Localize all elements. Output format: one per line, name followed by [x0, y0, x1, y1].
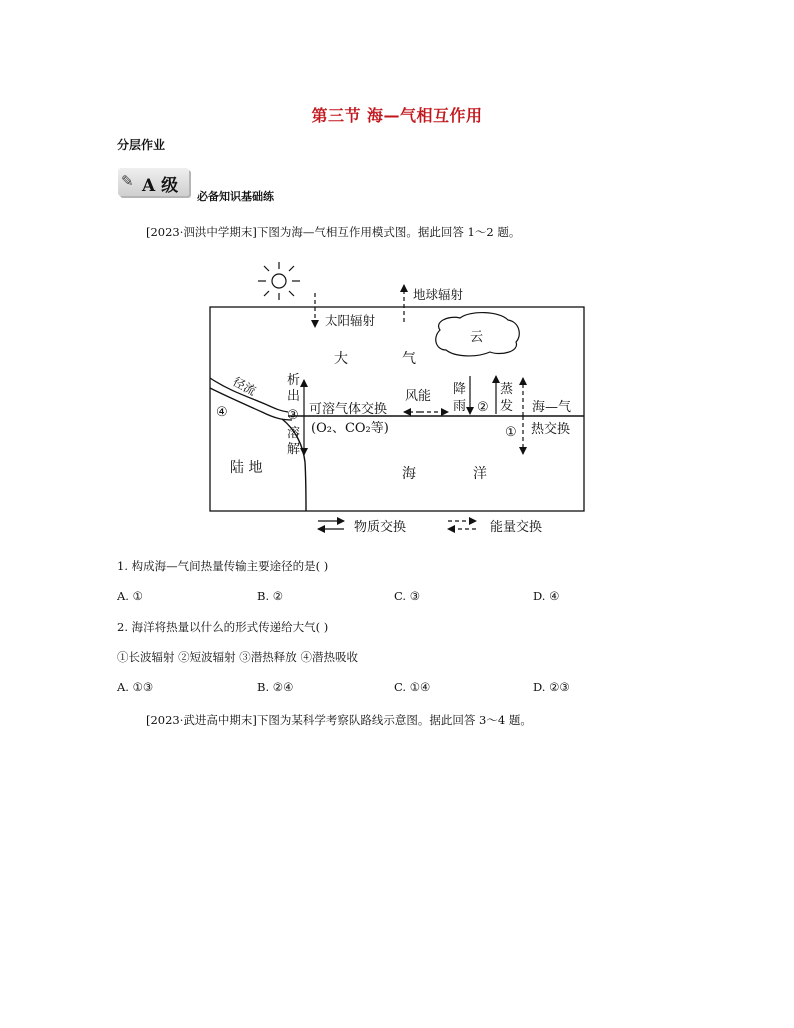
legend-material-symbol	[318, 521, 344, 529]
question-2-stem: 2. 海洋将热量以什么的形式传递给大气( )	[117, 620, 329, 634]
runoff-label: 径流	[230, 374, 259, 399]
release-label-2: 出	[287, 389, 301, 404]
land-label: 陆 地	[230, 460, 263, 476]
level-badge-label: A 级	[142, 176, 179, 196]
precipitation-label-1: 降	[453, 382, 467, 397]
atmosphere-label-2: 气	[402, 351, 416, 367]
circle-2-label: ②	[477, 400, 489, 415]
diagram-frame	[210, 307, 584, 511]
gas-exchange-label: 可溶气体交换	[309, 402, 388, 417]
question-2-choices: ①长波辐射 ②短波辐射 ③潜热释放 ④潜热吸收	[117, 650, 358, 664]
solar-radiation-label: 太阳辐射	[325, 313, 376, 328]
atmosphere-label-1: 大	[334, 351, 348, 367]
question-2-option-d: D. ②③	[533, 680, 570, 694]
sun-icon	[258, 262, 300, 300]
legend-material-label: 物质交换	[354, 520, 407, 535]
circle-4-label: ④	[216, 405, 228, 420]
ocean-label-1: 海	[402, 466, 416, 482]
page-title: 第三节 海—气相互作用	[311, 106, 483, 125]
heat-exchange-label: 热交换	[531, 422, 571, 437]
question-1-stem: 1. 构成海—气间热量传输主要途径的是( )	[117, 559, 329, 573]
question-1-option-c: C. ③	[394, 589, 421, 603]
cloud-label: 云	[470, 330, 484, 345]
release-label-1: 析	[287, 373, 301, 388]
question-group-intro: [2023·泗洪中学期末]下图为海—气相互作用模式图。据此回答 1～2 题。	[146, 225, 521, 239]
pencil-icon: ✎	[121, 172, 134, 190]
question-2-option-c: C. ①④	[394, 680, 431, 694]
question-group-intro-2: [2023·武进高中期末]下图为某科学考察队路线示意图。据此回答 3～4 题。	[146, 713, 532, 727]
circle-3-label: ③	[287, 408, 299, 423]
level-subtitle: 必备知识基础练	[197, 190, 274, 203]
earth-radiation-label: 地球辐射	[413, 287, 464, 302]
evaporation-label-1: 蒸	[500, 382, 514, 397]
dissolve-label-1: 溶	[287, 426, 301, 441]
dissolve-label-2: 解	[287, 442, 301, 457]
question-2-option-b: B. ②④	[257, 680, 294, 694]
wind-energy-label: 风能	[405, 389, 432, 404]
section-label: 分层作业	[117, 138, 166, 152]
question-2-option-a: A. ①③	[117, 680, 154, 694]
gases-label: (O₂、CO₂等)	[311, 421, 389, 436]
evaporation-label-2: 发	[500, 399, 514, 414]
legend-energy-label: 能量交换	[490, 520, 543, 535]
legend-energy-symbol	[448, 521, 476, 529]
sea-air-label: 海—气	[532, 400, 572, 415]
ocean-label-2: 洋	[473, 466, 487, 482]
question-1-option-a: A. ①	[117, 589, 143, 603]
circle-1-label: ①	[505, 425, 517, 440]
question-1-option-d: D. ④	[533, 589, 560, 603]
question-1-option-b: B. ②	[257, 589, 284, 603]
precipitation-label-2: 雨	[453, 399, 467, 414]
